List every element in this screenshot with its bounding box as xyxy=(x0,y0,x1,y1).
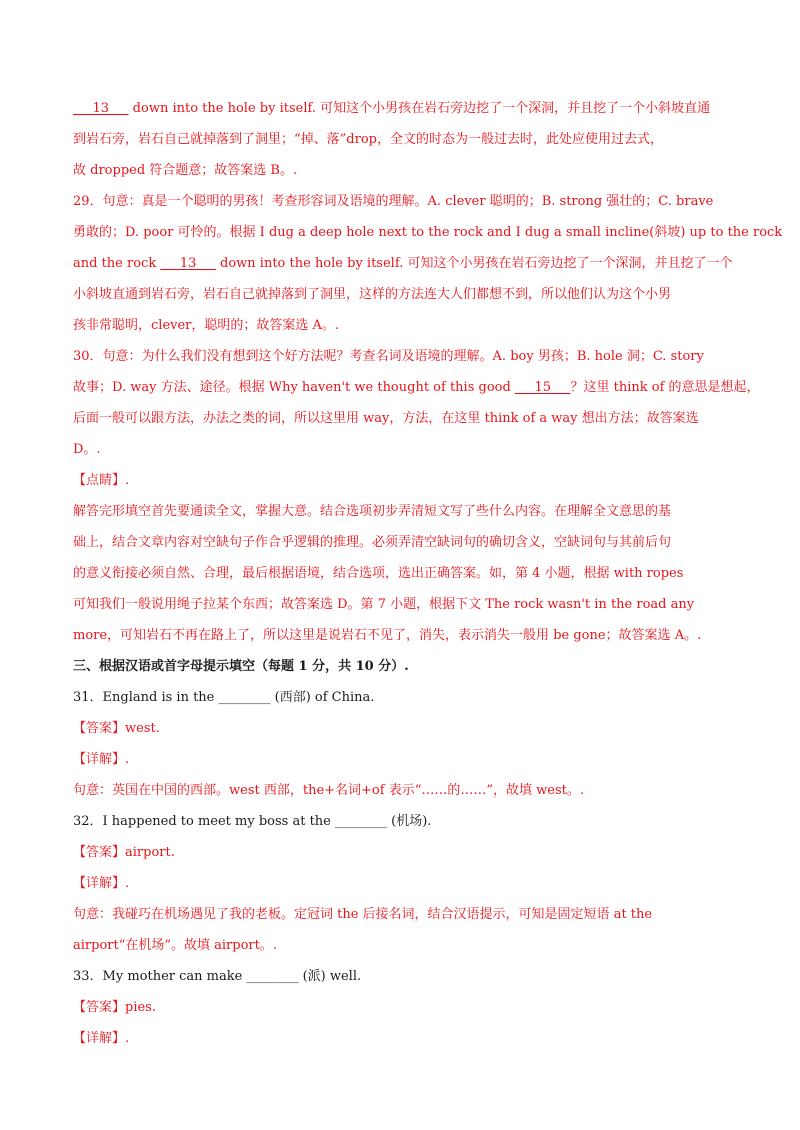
q30-line-1: 30．句意：为什么我们没有想到这个好方法呢？考查名词及语境的理解。A. boy 男孩；B. hole 洞；C. story xyxy=(73,349,704,364)
q31-question: 31．England is in the ________ (西部) of China. xyxy=(73,690,375,705)
explanation-28-line-3: 故 dropped 符合题意；故答案选 B。. xyxy=(73,163,298,178)
q33-question: 33．My mother can make ________ (派) well. xyxy=(73,969,362,984)
q30-line-3: 后面一般可以跟方法，办法之类的词，所以这里用 way，方法，在这里 think of a way 想出方法；故答案选 xyxy=(73,411,699,426)
comment-line-1: 解答完形填空首先要通读全文，掌握大意。结合选项初步弄清短文写了些什么内容。在理解全文意思的基 xyxy=(73,504,672,519)
explanation-28-line-1: ___13___ down into the hole by itself. 可知这个小男孩在岩石旁边挖了一个深洞，并且挖了一个小斜坡直通 xyxy=(73,101,711,116)
q32-explanation-line-1: 句意：我碰巧在机场遇见了我的老板。定冠词 the 后接名词，结合汉语提示，可知是固定短语 at the xyxy=(73,907,653,922)
q29-line-1: 29．句意：真是一个聪明的男孩！考查形容词及语境的理解。A. clever 聪明的；B. strong 强壮的；C. brave xyxy=(73,194,714,209)
q33-detail-label: 【详解】. xyxy=(73,1031,130,1046)
comment-line-5: more，可知岩石不再在路上了，所以这里是说岩石不见了，消失，表示消失一般用 be gone；故答案选 A。. xyxy=(73,628,702,643)
document-content xyxy=(73,93,783,1054)
q32-explanation-line-2: airport“在机场”。故填 airport。. xyxy=(73,938,277,953)
explanation-28-line-2: 到岩石旁，岩石自己就掉落到了洞里；“掉、落”drop，全文的时态为一般过去时，此处应使用过去式， xyxy=(73,132,663,147)
answer-blank: ___13___ xyxy=(160,256,216,271)
comment-line-3: 的意义衔接必须自然、合理，最后根据语境，结合选项，选出正确答案。如，第 4 小题，根据 with ropes xyxy=(73,566,684,581)
q31-detail-label: 【详解】. xyxy=(73,752,130,767)
q32-detail-label: 【详解】. xyxy=(73,876,130,891)
q29-line-5: 孩非常聪明，clever，聪明的；故答案选 A。. xyxy=(73,318,340,333)
answer-blank: ___13___ xyxy=(73,101,129,116)
comment-line-2: 础上，结合文章内容对空缺句子作合乎逻辑的推理。必须弄清空缺词句的确切含义，空缺词句与其前后句 xyxy=(73,535,672,550)
q29-line-4: 小斜坡直通到岩石旁，岩石自己就掉落到了洞里，这样的方法连大人们都想不到，所以他们认为这个小男 xyxy=(73,287,672,302)
q29-line-3: and the rock ___13___ down into the hole by itself. 可知这个小男孩在岩石旁边挖了一个深洞，并且挖了一个 xyxy=(73,256,733,271)
comment-line-4: 可知我们一般说用绳子拉某个东西；故答案选 D。第 7 小题，根据下文 The rock wasn't in the road any xyxy=(73,597,695,612)
comment-label: 【点睛】. xyxy=(73,473,130,488)
q29-line-2: 勇敢的；D. poor 可怜的。根据 I dug a deep hole next to the rock and I dug a small incline(斜坡) up to the rock xyxy=(73,225,783,240)
q32-question: 32．I happened to meet my boss at the ________ (机场). xyxy=(73,814,432,829)
q31-answer: 【答案】west. xyxy=(73,721,160,736)
q33-answer: 【答案】pies. xyxy=(73,1000,156,1015)
q31-explanation: 句意：英国在中国的西部。west 西部，the+名词+of 表示“……的……”，故填 west。. xyxy=(73,783,584,798)
q30-line-2: 故事；D. way 方法、途径。根据 Why haven't we thought of this good ___15___？这里 think of 的意思是想起， xyxy=(73,380,760,395)
section-3-title: 三、根据汉语或首字母提示填空（每题 1 分，共 10 分）. xyxy=(73,659,409,674)
q30-line-4: D。. xyxy=(73,442,101,457)
answer-blank: ___15___ xyxy=(514,380,571,395)
q32-answer: 【答案】airport. xyxy=(73,845,175,860)
